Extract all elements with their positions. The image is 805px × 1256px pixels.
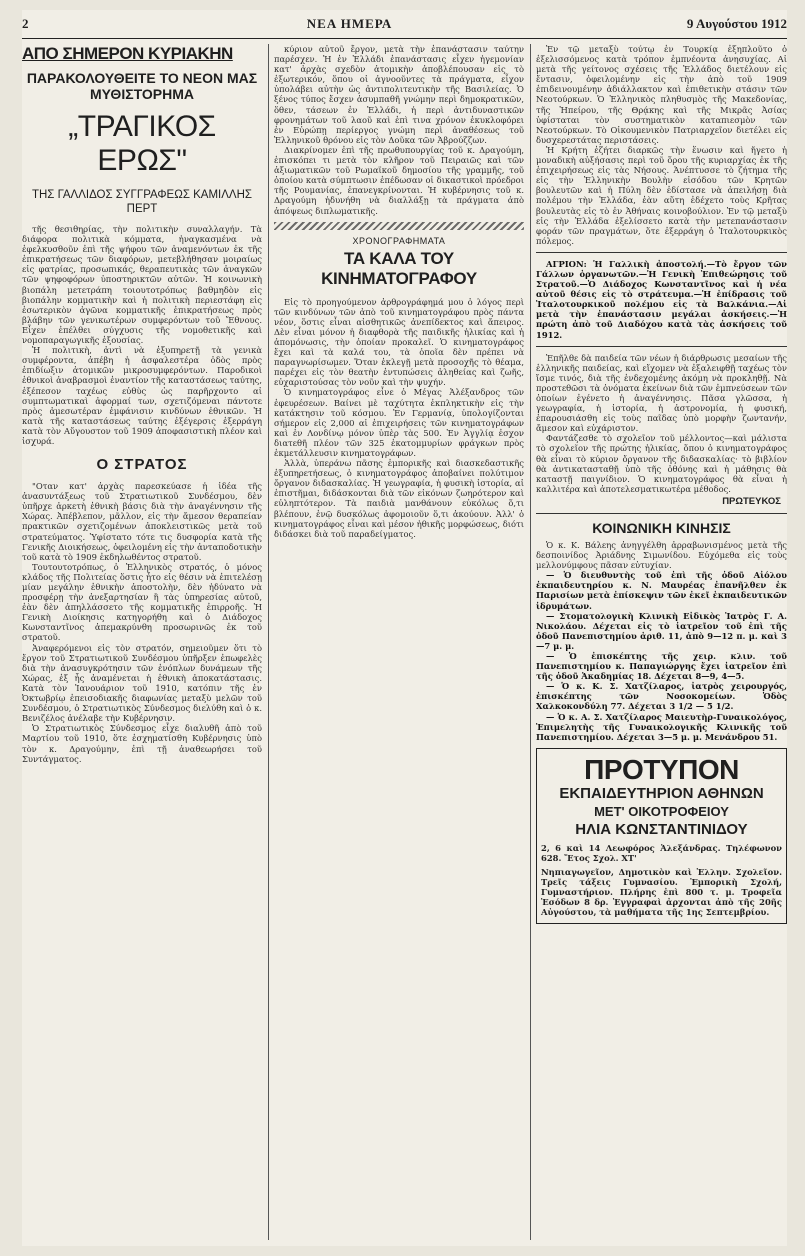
paragraph: Ἡ Κρήτη ἐζήτει διαρκῶς τὴν ἕνωσιν καὶ ἤγετο ἡ μοναδικὴ αὐξήσασις περὶ τοῦ ὅρου τῆς κυριαρχίας ἐκ τῆς ἐπιχειρήσεως εἰς τὰς Νήσους. Ἀνέπτυσσε τὸ ζήτημα τῆς εἰς τὴν Ἑλληνικὴν Βουλὴν εἰσόδου τῶν Κρητῶν βουλευτῶν καὶ ἡ Πύλη δὲν ἐδίστασε νὰ ἀπειλήσῃ διὰ πολέμου τὴν Ἑλλάδα, ἐὰν αὕτη ἐδέχετο τοὺς Κρῆτας βουλευτὰς εἰς τὸ ἐν Ἀθήναις κοινοβούλιον. Ἐν τῷ μεταξὺ εἰς τὴν Ἑλλάδα ἐξελίσσετο κατὰ τὴν μετεπανάστασιν φοράν τῶν πραγμάτων, ὅτε ἐξερράγη ὁ Ἰταλοτουρκικὸς πόλεμος.	[536, 144, 787, 246]
paragraph: κύριον αὐτοῦ ἔργον, μετὰ τὴν ἐπανάστασιν ταύτην παρέσχεν. Ἡ ἐν Ἑλλάδι ἐπανάστασις εἶχεν ἡγεμονίαν κατ' ἀρχὰς σχεδὸν ἀτομικὴν ἀποβλέπουσαν εἰς τὸ ἐξωτερικόν, ὅπου οἱ ἀγνοοῦντες τὰ πράγματα, εἶχον ὑπολάβει αὐτὴν ὡς ἀντιπολιτευτικὴν τῆς Βασιλείας. Ὁ ξένος τύπος ἔσχεν ἀσυμπαθῆ γνώμην περὶ δημοκρατικῶν, ὅθεν, τάσεων ἐν Ἑλλάδι, ἡ περὶ ἀντιδυναστικῶν φρονημάτων τοῦ λαοῦ καὶ ἐπὶ τινα χρόνον ἐκυκλοφόρει ἐν Εὐρώπῃ περίεργος γνώμη περὶ ἀναθέσεως τοῦ Ἑλληνικοῦ θρόνου εἰς τὸν Δοῦκα τῶν Ἀβρούζζων.	[274, 44, 524, 145]
article-politics	[22, 224, 262, 446]
paragraph: ΑΓΡΙΟΝ: Ἡ Γαλλικὴ ἀποστολή.—Τὸ ἔργον τῶν Γάλλων ὀργανωτῶν.—Ἡ Γενικὴ Ἐπιθεώρησις τοῦ Στρατοῦ.—Ὁ Διάδοχος Κωνσταντῖνος καὶ ἡ νέα αὐτοῦ θέσις εἰς τὸ στράτευμα.—Ἡ ἐπίδρασις τοῦ Ἰταλοτουρκικοῦ πολέμου εἰς τὰ Βαλκάνια.—Αἱ μετὰ τὴν ἐπανάστασιν μεγάλαι ἀσκήσεις.—Ἡ πρώτη ἀπὸ τοῦ Διαδόχου κατὰ τὰς ἀσκήσεις τοῦ 1912.	[536, 258, 787, 340]
paragraph: Φαντάζεσθε τὸ σχολεῖον τοῦ μέλλοντος—καὶ μάλιστα τὸ σχολεῖον τῆς πρώτης ἡλικίας, ὅπου ὁ κινηματογράφος θὰ εἶναι τὸ κύριον ὄργανον τῆς διδασκαλίας· τὸ βιβλίον θὰ ἀντικατασταθῇ ὑπὸ τῆς ὀθόνης καὶ ἡ μάθησις θὰ καταστῇ παιγνίδιον. Ὁ κινηματογράφος θὰ εἶναι ἡ καλλιτέρα καὶ ἀποτελεσματικωτέρα μέθοδος.	[536, 433, 787, 494]
paragraph: — Στοματολογικὴ Κλινικὴ Εἰδικὸς Ἰατρὸς Γ. Α. Νικολάου. Δέχεται εἰς τὸ ἰατρεῖον τοῦ ἐπὶ τῆς ὁδοῦ Πανεπιστημίου ἀριθ. 11, ἀπὸ 9—12 π. μ. καὶ 3—7 μ. μ.	[536, 610, 787, 651]
serial-subtitle: ΠΑΡΑΚΟΛΟΥΘΕΙΤΕ ΤΟ ΝΕΟΝ ΜΑΣ ΜΥΘΙΣΤΟΡΗΜΑ	[26, 70, 258, 102]
article-continued	[274, 44, 524, 216]
novel-title: „ΤΡΑΓΙΚΟΣ ΕΡΩΣ"	[68, 110, 216, 177]
novel-author: ΤΗΣ ΓΑΛΛΙΔΟΣ ΣΥΓΓΡΑΦΕΩΣ ΚΑΜΙΛΛΗΣ ΠΕΡΤ	[31, 189, 253, 215]
article-army	[22, 481, 262, 764]
column-rule	[530, 44, 531, 1240]
author-signature: ΠΡΩΤΕΥΚΟΣ	[722, 495, 781, 507]
paragraph: Ἀναφερόμενοι εἰς τὸν στρατόν, σημειοῦμεν ὅτι τὸ ἔργον τοῦ Στρατιωτικοῦ Συνδέσμου ὑπῆρξεν ἐπωφελὲς διὰ τὴν ἀνασυγκρότησιν τῶν ἐνόπλων δυνάμεων τῆς Χώρας, ἐξ ἧς ἀναμένεται ἡ ἐθνικὴ ἀποκατάστασις. Κατὰ τὸν Ἰανουάριον τοῦ 1910, κατόπιν τῆς ἐν Ὀκτωβρίῳ ἐπεισοδιακῆς διαφωνίας μεταξὺ μελῶν τοῦ Συνδέσμου, ὁ Στρατιωτικὸς Σύνδεσμος διελύθη καὶ ὁ κ. Βενιζέλος ἀνέλαβε τὴν Κυβέρνησιν.	[22, 642, 262, 724]
article-cinema	[274, 297, 524, 539]
ad-address: 2, 6 καὶ 14 Λεωφόρος Ἀλεξάνδρας. Τηλέφωνον 628. Ἔτος Σχολ. ΧΤ'	[541, 842, 782, 863]
article-continued-right	[536, 44, 787, 246]
section-title-army: Ο ΣΤΡΑΤΟΣ	[96, 456, 188, 474]
school-advertisement	[536, 748, 787, 925]
article-cinema-continued	[536, 353, 787, 494]
paragraph: — Ὁ κ. Α. Σ. Χατζίλαρος Μαιευτὴρ-Γυναικολόγος, Ἐπιμελητὴς τῆς Γυναικολογικῆς Κλινικῆς τοῦ Πανεπιστημίου. Δέχεται 3—5 μ. μ. Μενάνδρου 51.	[536, 711, 787, 742]
paragraph: Ὁ κινηματογράφος εἶνε ὁ Μέγας Ἀλέξανδρος τῶν ἐφευρέσεων. Βαίνει μὲ ταχύτητα ἐκπληκτικὴν εἰς τὴν κατάκτησιν τοῦ κόσμου. Ἐν Γερμανίᾳ, ὑπολογίζονται σήμερον εἰς 2,000 αἱ ἐπιχειρήσεις τῶν κινηματογράφων καὶ ἐν Λονδίνῳ μόνον ὑπὲρ τὰς 500. Ἐν Ἀγγλίᾳ ἐσχον διατεθῆ πλέον τῶν 325 ἐκατομμυρίων φράγκων πρὸς ἐκμετάλλευσιν κινηματογράφων.	[274, 387, 524, 458]
paragraph: — Ὁ διευθυντὴς τοῦ ἐπὶ τῆς ὁδοῦ Αἰόλου ἐκπαιδευτηρίου κ. Ν. Μαυρέας ἐπανῆλθεν ἐκ Παρισίων μετὰ ἐπίσκεψιν τῶν ἐκεῖ ἐκπαιδευτικῶν ἱδρυμάτων.	[536, 570, 787, 611]
newspaper-name: ΝΕΑ ΗΜΕΡΑ	[306, 16, 393, 31]
paragraph: Ἡ πολιτικὴ, ἀντὶ νὰ ἐξυπηρετῇ τὰ γενικὰ συμφέροντα, ἀπέβη ἡ ἀσφαλεστέρα ὁδὸς πρὸς ἐπιδίωξιν ἀτομικῶν μικροσυμφερόντων. Παροδικοὶ ἐθνικοὶ ἀναβρασμοὶ ἐναντίον τῆς καταστάσεως ταύτης, ἐξέπεσον ταχέως εὐθὺς ὡς παρῆρχοντο αἱ συμπτωματικαὶ ἀφορμαί των, σχετιζόμεναι πάντοτε πρὸς ἀμεσωτέραν ἐμφάνισιν κινδύνων ἐθνικῶν. Ἡ κατὰ τῆς καταστάσεως ταύτης ἐξέγερσις ἐξερράγη κατὰ τὸν Αὔγουστον τοῦ 1909 ἀποφασιστικὴ πλέον καὶ ἰσχυρά.	[22, 345, 262, 446]
divider	[536, 252, 787, 253]
column-rule	[268, 44, 269, 1240]
divider	[536, 346, 787, 347]
ad-title: ΠΡΟΤΥΠΟΝ	[584, 753, 739, 785]
paragraph: — Ὁ ἐπισκέπτης τῆς χειρ. κλιν. τοῦ Πανεπιστημίου κ. Παπαγιώργης ἔχει ἰατρεῖον ἐπὶ τῆς ὁδοῦ Ἀκαδημίας 18. Δέχεται 8—9, 4—5.	[536, 650, 787, 682]
paragraph: "Οταν κατ' ἀρχὰς παρεσκεύασε ἡ ἰδέα τῆς ἀνασυντάξεως τοῦ Στρατιωτικοῦ Συνδέσμου, δὲν ὑπῆρχε ἀρκετὴ ἐθνικὴ βάσις διὰ τὴν ἀναγέννησιν τῆς Χώρας. Ἀπέβλεπον, μᾶλλον, εἰς τὴν ἄμεσον θεραπείαν πρακτικῶν σχετιζομένων ἀποκλειστικῶς μετὰ τοῦ στρατεύματος. Ὑφίστατο τότε τις δυσφορία κατὰ τῆς Γενικῆς Διοικήσεως, ὀφειλομένη εἰς τὴν ἀνταποδοτικὴν τοῦ κατὰ τὸ 1909 ἐκδηλωθέντος στρατοῦ.	[22, 481, 262, 562]
paragraph: Ὁ Στρατιωτικὸς Σύνδεσμος εἶχε διαλυθῆ ἀπὸ τοῦ Μαρτίου τοῦ 1910, ὅτε ἐσχηματίσθη Κυβέρνησις ὑπὸ τὸν κ. Δραγούμην, ἐπὶ τῇ ἀναθεωρήσει τοῦ Συντάγματος.	[22, 723, 262, 764]
column-kicker: ΧΡΟΝΟΓΡΑΦΗΜΑΤΑ	[352, 235, 446, 246]
social-news-title: ΚΟΙΝΩΝΙΚΗ ΚΙΝΗΣΙΣ	[592, 519, 731, 536]
divider	[536, 513, 787, 514]
page-number: 2	[22, 16, 29, 31]
ad-text: Νηπιαγωγεῖον, Δημοτικὸν καὶ Ἑλλην. Σχολεῖον. Τρεῖς τάξεις Γυμνασίου. Ἐμπορικὴ Σχολή, Γυμναστήριον. Πλήρης ἐπὶ 800 τ. μ. Τροφεῖα Ἐσόδων 8 δρ. Ἐγγραφαὶ ἀρχονται ἀπὸ τῆς 20ῆς Αὐγούστου, τὰ μαθήματα τῆς 1ης Σεπτεμβρίου.	[541, 867, 782, 918]
cinema-headline: ΤΑ ΚΑΛΑ ΤΟΥ ΚΙΝΗΜΑΤΟΓΡΑΦΟΥ	[321, 248, 477, 288]
paragraph: Ἐπῆλθε δὰ παιδεία τῶν νέων ἡ διάρθρωσις μεσαίων τῆς ἑλληνικῆς παιδείας, καὶ εἴχομεν νὰ ἐξαλειφθῇ ταχέως τὸν ἴσμε τινός, διὰ τῆς ἐνδεχομένης ἀκόμη νὰ προκληθῇ. Νὰ προστεθῶσι τὰ ὀνόματα ἐκείνων διὰ τῶν ἐμπνεύσεων τῶν ὁποίων ἐγένετο ἡ ἀναγέννησις. Πᾶσα γλῶσσα, ἡ γεωγραφία, ἡ ἱστορία, ἡ ἀστρονομία, ἡ φυσική, ἐπαρουσιάσθη εἰς τοὺς παῖδας ὑπὸ μορφὴν ζωντανήν, ἄμεσον καὶ εὐχάριστον.	[536, 352, 787, 434]
ad-line: ΗΛΙΑ ΚΩΝΣΤΑΝΤΙΝΙΔΟΥ	[575, 820, 748, 838]
column-right	[536, 44, 787, 1240]
newspaper-page	[22, 10, 787, 1246]
paragraph: Ὁ κ. Κ. Βάλεης ἀνηγγέλθη ἀρραβωνισμένος μετὰ τῆς δεσποινίδος Ἀριάδνης Σιμωνίδου. Εὐχόμεθα εἰς τοὺς μελλονύμφους πᾶσαν εὐτυχίαν.	[536, 539, 787, 571]
paragraph: Τουτουτοτρόπως, ὁ Ἑλληνικὸς στρατός, ὁ μόνος κλάδος τῆς Πολιτείας ὅστις ἦτο εἰς θέσιν νὰ ἐπιτελέσῃ μίαν μεγάλην ἐθνικὴν ἀποστολὴν, δὲν ἠδύνατο νὰ προσφέρῃ τὴν ἀνεξαρτησίαν ἢ τὰς ὑπηρεσίας αὐτοῦ, ἐὰν δὲν ἀπηλλάσσετο τῆς κομματικῆς ἐπιρροῆς. Ἡ Γενικὴ Διοίκησις κατηγορήθη καὶ ὁ Διάδοχος Κωνσταντῖνος ἀπεμακρύνθη προσωρινῶς ἐκ τοῦ στρατοῦ.	[22, 561, 262, 643]
paragraph: Ἀλλὰ, ὑπεράνω πᾶσης ἐμπορικῆς καὶ διασκεδαστικῆς ἐξυπηρετήσεως, ὁ κινηματογράφος ἀποβαίνει πολύτιμον ὄργανον διδασκαλίας. Ἡ γεωγραφία, ἡ φυσικὴ ἱστορία, αἱ ἐπιστῆμαι, διδάσκονται διὰ τῶν εἰκόνων ζωηρότερον καὶ εὐληπτότερον. Τὰ παιδιὰ μανθάνουν εὐκόλως ὅ,τι βλέπουν, ἐνῷ δυσκόλως ἀφομοιοῦν ὅ,τι ἀκούουν. Ἀλλ' ὁ κινηματογράφος εἶναι καὶ μέσον ἠθικῆς μορφώσεως, διότι διδάσκει διὰ τοῦ παραδείγματος.	[274, 458, 524, 539]
page-header	[22, 10, 787, 39]
social-news	[536, 540, 787, 742]
serial-banner: ΑΠΟ ΣΗΜΕΡΟΝ ΚΥΡΙΑΚΗΝ	[22, 44, 233, 63]
paragraph: Ἐν τῷ μεταξὺ τούτῳ ἐν Τουρκίᾳ ἐξηπλοῦτο ὁ ἐξελισσόμενος κατὰ τρόπον ἐμπνέοντα ἀνησυχίας. Αἱ μετὰ τῆς γείτονος σχέσεις τῆς Ἑλλάδος διετέλουν εἰς ἔντασιν, ὀφειλομένην εἰς τὴν ἀπὸ τοῦ 1909 ἐπιδεινουμένην ἀδιάλλακτον καὶ ἐπιθετικὴν στάσιν τῶν Νεοτούρκων. Ὁ Ἑλληνικὸς πληθυσμὸς τῆς Μακεδονίας, τῆς Ἠπείρου, τῆς Θρᾴκης καὶ τῆς Μικρᾶς Ἀσίας ὑφίσταται τὸν συστηματικὸν καταπιεσμὸν τῶν Νεοτούρκων. Τὸ Οἰκουμενικὸν Πατριαρχεῖον διετέλει εἰς δυσχερεστάτας περιστάσεις.	[536, 44, 787, 145]
column-left	[22, 44, 262, 1240]
paragraph: τῆς θεσιθηρίας, τὴν πολιτικὴν συναλλαγήν. Τὰ διάφορα πολιτικὰ κόμματα, ἠναγκασμένα νὰ ἐφελκυσθοῦν ἐπὶ τῆς ψήφου τῶν ἀναμενόντων ἐκ τῆς ἐπικρατήσεως τῶν διαφόρων, μετεβλήθησαν μοιραίως εἰς φατρίας, προσωπικάς, θεραπευτικὰς τῶν ἀναγκῶν τῶν ψηφοφόρων ὑποστηρικτῶν αὐτῶν. Ἡ κοινωνικὴ βιοπάλη μετετράπη τοιουτοτρόπως βαθμηδὸν εἰς βιοπάλην κομματικὴν καὶ ἡ πολιτικὴ περιεστάφη εἰς ἐσωτερικὸν ἀγῶνα κομματικῆς ἐπικρατήσεως πρὸς βλάβην τῶν γενικωτέρων συμφερόντων τοῦ Ἔθνους. Εἶχεν ἐπέλθει σύγχυσις τῆς νομοθετικῆς καὶ νομοπαραγωγικῆς ἐξουσίας.	[22, 224, 262, 346]
ad-line: ΜΕΤ' ΟΙΚΟΤΡΟΦΕΙΟΥ	[594, 803, 729, 819]
paragraph: Εἰς τὸ προηγούμενον ἀρθρογράφημά μου ὁ λόγος περὶ τῶν κινδύνων τῶν ἀπὸ τοῦ κινηματογράφου πρὸς πάντα νέον, ὅστις εἶναι αἰσθητικῶς ἀνεπίδεκτος καὶ ἄπειρος. Δὲν εἶναι μόνον ἡ διαφθορὰ τῆς παιδικῆς ἡλικίας καὶ ἡ ἀπομόνωσις, τὴν ὁποίαν προκαλεῖ. Ὁ κινηματογράφος ἔχει καὶ τὰ καλά του, τὰ ὁποῖα δὲν πρέπει νὰ παραγνωρίσωμεν. Ὅταν ἐκλεγῇ μετὰ προσοχῆς τὸ θέαμα, παρέχει εἰς τὸν θεατὴν ἐντυπώσεις ἀληθείας καὶ ζωῆς, εὐχαριστούσας τὸν νοῦν καὶ τὴν ψυχήν.	[274, 296, 524, 388]
ad-line: ΕΚΠΑΙΔΕΥΤΗΡΙΟΝ ΑΘΗΝΩΝ	[559, 784, 764, 802]
ornamental-divider	[274, 222, 524, 230]
paragraph: Διακρίνομεν ἐπὶ τῆς πρωθυπουργίας τοῦ κ. Δραγούμη, ἐπισκόπει τι μετὰ τὸν κλῆρον τοῦ Πειραιῶς καὶ τῶν ἀξιωματικῶν τοῦ Ρωμαϊκοῦ δημοσίου τῆς γραμμῆς, τοῦ ὁποίου κατὰ σύμπτωσιν ἐπέδωσαν οἱ δικαστικοὶ πρόεδροι τῆς Ρουμανίας, ἐπανεγκρίνονται. Ἡ κυβέρνησις τοῦ κ. Δραγούμη ἠδυνήθη νὰ διαλλάξῃ τὰ πράγματα ἀπὸ ἀπόψεως διπλωματικῆς.	[274, 144, 524, 216]
next-issue-summary	[536, 259, 787, 340]
paragraph: — Ὁ κ. Κ. Σ. Χατζίλαρος, ἰατρὸς χειρουργός, ἐπισκέπτης τῶν Νοσοκομείων. Ὁδὸς Χαλκοκονδύλη 77. Δέχεται 3 1/2 — 5 1/2.	[536, 681, 787, 712]
issue-date: 9 Αυγούστου 1912	[686, 16, 787, 31]
column-middle	[274, 44, 524, 1240]
